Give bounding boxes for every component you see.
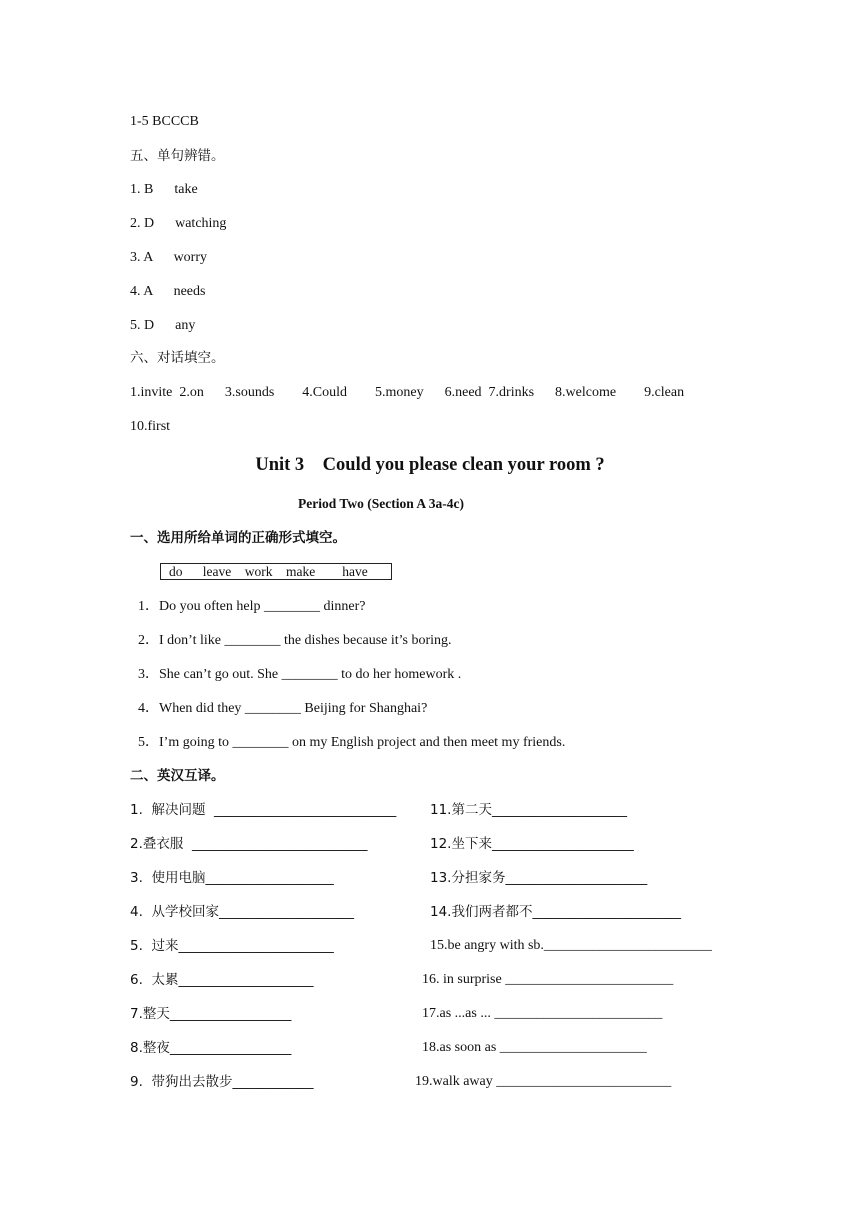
translate-right-15: 15.be angry with sb.________________________ [430, 938, 712, 953]
answer-5-5: 5. D any [130, 318, 196, 333]
answer-5-4: 4. A needs [130, 284, 206, 299]
answer-6-line-1: 1.invite 2.on 3.sounds 4.Could 5.money 6.need 7.drinks 8.welcome 9.clean [130, 385, 685, 400]
answer-5-2: 2. D watching [130, 216, 227, 231]
period-title: Period Two (Section A 3a-4c) [298, 496, 464, 511]
answer-6-line-2: 10.first [130, 419, 171, 434]
translate-right-12: 12.坐下来_____________________ [430, 836, 634, 852]
answer-5-1: 1. B take [130, 182, 198, 197]
translate-right-16: 16. in surprise ________________________ [422, 972, 674, 987]
question-4: 4．When did they ________ Beijing for Shanghai? [138, 701, 428, 716]
section-6-heading: 六、对话填空。 [130, 350, 225, 366]
answer-5-3: 3. A worry [130, 250, 207, 265]
question-2: 2．I don’t like ________ the dishes because it’s boring. [138, 633, 452, 648]
translate-left-4: 4. 从学校回家____________________ [130, 904, 354, 920]
translate-right-11: 11.第二天____________________ [430, 802, 627, 818]
translate-left-8: 8.整夜__________________ [130, 1040, 292, 1056]
translate-right-19: 19.walk away _________________________ [415, 1074, 672, 1089]
answer-line-1-5: 1-5 BCCCB [130, 114, 199, 129]
translate-left-9: 9. 带狗出去散步____________ [130, 1074, 314, 1090]
translate-left-2: 2.叠衣服 __________________________ [130, 836, 368, 852]
translate-right-14: 14.我们两者都不______________________ [430, 904, 681, 920]
part-2-heading: 二、英汉互译。 [130, 768, 225, 784]
translate-left-5: 5. 过来_______________________ [130, 938, 334, 954]
translate-left-3: 3. 使用电脑___________________ [130, 870, 334, 886]
word-box: do leave work make have [160, 563, 392, 580]
translate-left-7: 7.整天__________________ [130, 1006, 292, 1022]
translate-right-17: 17.as ...as ... ________________________ [422, 1006, 663, 1021]
unit-title: Unit 3 Could you please clean your room ? [255, 455, 605, 475]
question-1: 1．Do you often help ________ dinner? [138, 599, 366, 614]
section-5-heading: 五、单句辨错。 [130, 148, 225, 164]
question-5: 5．I’m going to ________ on my English project and then meet my friends. [138, 735, 566, 750]
translate-right-13: 13.分担家务_____________________ [430, 870, 648, 886]
translate-left-6: 6. 太累____________________ [130, 972, 314, 988]
translate-right-18: 18.as soon as _____________________ [422, 1040, 647, 1055]
part-1-heading: 一、选用所给单词的正确形式填空。 [130, 530, 346, 546]
translate-left-1: 1. 解决问题 ___________________________ [130, 802, 397, 818]
question-3: 3．She can’t go out. She ________ to do her homework . [138, 667, 462, 682]
